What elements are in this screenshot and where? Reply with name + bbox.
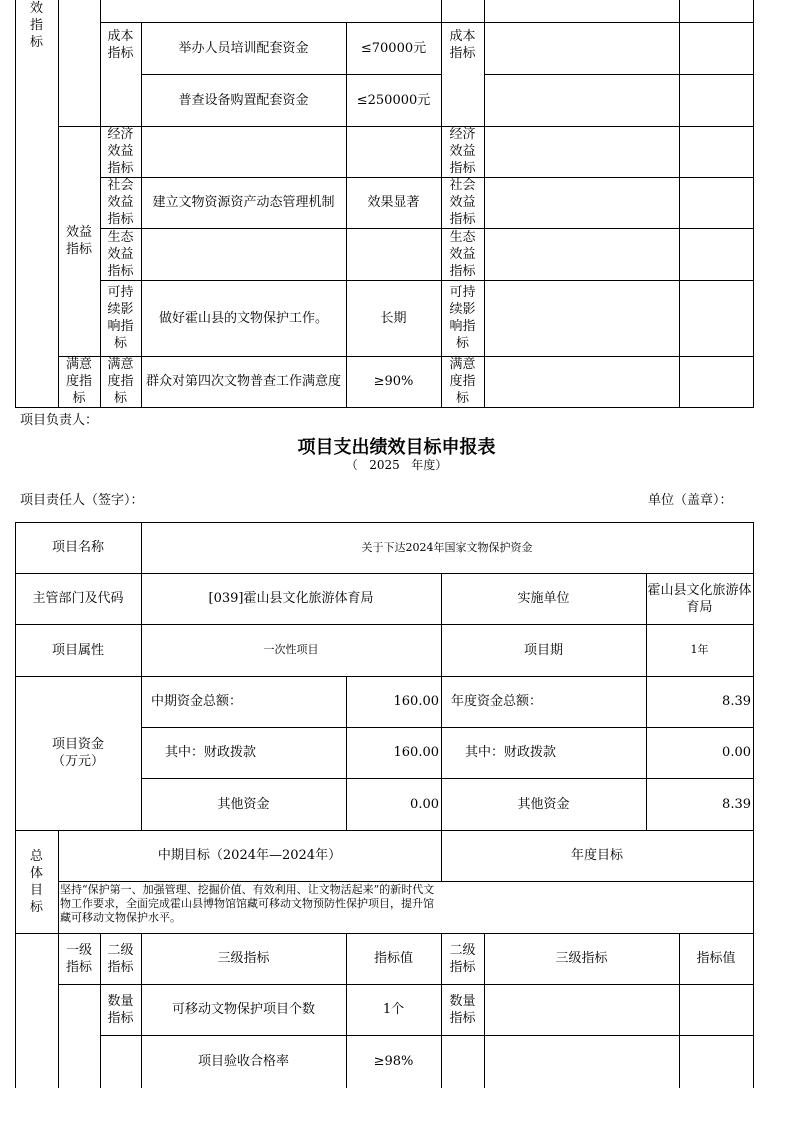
header-l2: 二级 指标	[107, 942, 134, 975]
header-l3: 三级指标	[217, 951, 270, 966]
year-other-label: 其他资金	[517, 796, 570, 812]
social-l2: 社会 效益 指标	[107, 178, 134, 227]
mid-total-label: 中期资金总额：	[151, 694, 243, 709]
year-fiscal-label: 其中：财政拨款	[465, 745, 557, 760]
mid-other-value: 0.00	[410, 796, 439, 812]
period-label: 项目期	[523, 642, 563, 658]
dept-label: 主管部门及代码	[32, 591, 124, 606]
period-value: 1年	[690, 643, 709, 656]
header-right-l3: 三级指标	[555, 951, 608, 966]
sustain-right-l2: 可持 续影 响指 标	[449, 285, 476, 351]
header-right-l2: 二级 指标	[449, 942, 476, 975]
cost-l2: 成本 指标	[107, 29, 134, 61]
qual-value: ≥98%	[373, 1053, 414, 1069]
fund-label: 项目资金 （万元）	[51, 737, 104, 769]
qual-name: 项目验收合格率	[197, 1053, 289, 1069]
mid-fiscal-value: 160.00	[393, 745, 439, 760]
mid-goal-text: 坚持“保护第一、加强管理、挖掘价值、有效利用、让文物活起来”的新时代文物工作要求，全面完成霍山县博物馆馆藏可移动文物预防性保护项目，提升馆藏可移动文物保护水平。	[60, 883, 435, 924]
satis-l1: 满意 度指 标	[65, 357, 92, 406]
satis-name: 群众对第四次文物普查工作满意度	[145, 374, 341, 389]
attr-label: 项目属性	[51, 642, 104, 658]
satis-value: ≥90%	[373, 374, 414, 389]
header-right-value: 指标值	[696, 951, 736, 966]
header-value: 指标值	[373, 951, 413, 966]
year-total-value: 8.39	[722, 694, 751, 709]
top-l1-effect: 效 指 标	[29, 1, 43, 50]
cost-right-l2: 成本 指标	[449, 29, 476, 61]
cost-row1-name: 举办人员培训配套资金	[178, 40, 309, 56]
goal-label: 总 体 目 标	[29, 848, 43, 915]
impl-label: 实施单位	[517, 591, 570, 606]
qty-value: 1个	[382, 1002, 405, 1017]
sustain-value: 长期	[380, 310, 407, 326]
qty-name: 可移动文物保护项目个数	[171, 1002, 315, 1017]
signer-label: 项目责任人（签字）：	[20, 493, 144, 508]
mid-total-value: 160.00	[393, 694, 439, 709]
mid-other-label: 其他资金	[217, 796, 270, 812]
social-name: 建立文物资源资产动态管理机制	[152, 195, 335, 210]
year-fiscal-value: 0.00	[722, 745, 751, 760]
qty-l2: 数量 指标	[107, 993, 134, 1026]
cost-row1-value: ≤70000元	[360, 40, 427, 56]
cost-row2-value: ≤250000元	[356, 92, 431, 108]
sustain-name: 做好霍山县的文物保护工作。	[158, 310, 328, 326]
year-goal-label: 年度目标	[570, 848, 623, 863]
owner-label: 项目负责人：	[20, 413, 99, 428]
year-other-value: 8.39	[722, 796, 751, 812]
project-name-label: 项目名称	[51, 540, 104, 555]
mid-goal-label: 中期目标（2024年—2024年）	[157, 848, 342, 863]
satis-right-l2: 满意 度指 标	[449, 357, 476, 406]
qty-right-l2: 数量 指标	[449, 993, 476, 1026]
page-title: 项目支出绩效目标申报表	[297, 437, 496, 458]
impl-value: 霍山县文化旅游体 育局	[647, 582, 752, 615]
satis-l2: 满意 度指 标	[107, 357, 134, 406]
eco-l2: 生态 效益 指标	[107, 229, 134, 279]
eco-right-l2: 生态 效益 指标	[449, 229, 476, 279]
social-value: 效果显著	[367, 195, 420, 210]
unit-label: 单位（盖章）：	[648, 493, 733, 508]
sustain-l2: 可持 续影 响指 标	[107, 285, 134, 351]
year-total-label: 年度资金总额：	[451, 694, 543, 709]
mid-fiscal-label: 其中：财政拨款	[165, 745, 257, 760]
benefit-l1: 效益 指标	[65, 225, 92, 257]
attr-value: 一次性项目	[263, 643, 319, 656]
social-right-l2: 社会 效益 指标	[449, 178, 476, 227]
econ-right-l2: 经济 效益 指标	[449, 127, 476, 176]
header-l1: 一级 指标	[65, 942, 92, 975]
cost-row2-name: 普查设备购置配套资金	[178, 92, 309, 108]
econ-l2: 经济 效益 指标	[107, 127, 134, 176]
dept-value: [039]霍山县文化旅游体育局	[208, 591, 374, 606]
page-subtitle: （ 2025 年度）	[345, 458, 448, 472]
project-name-value: 关于下达2024年国家文物保护资金	[361, 540, 533, 554]
